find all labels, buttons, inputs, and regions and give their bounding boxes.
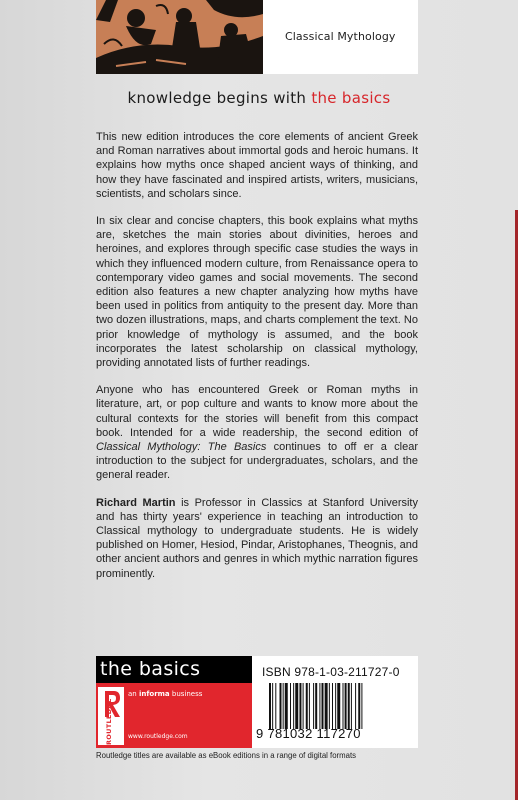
cover-artwork bbox=[96, 0, 263, 74]
ebook-footnote: Routledge titles are available as eBook editions in a range of digital formats bbox=[96, 751, 357, 760]
publisher-website: www.routledge.com bbox=[128, 733, 188, 740]
author-bio-text: is Professor in Classics at Stanford University and has thirty years' experience in teaching an introduction to Classical mythology to undergraduate students. He is widely published on Homer, Hesiod, Pindar, Aristophanes, Theognis, and other ancient authors and genres in which mythic narration figures prominently. bbox=[96, 496, 418, 580]
tagline bbox=[0, 89, 518, 107]
routledge-logo-panel bbox=[96, 683, 252, 748]
barcode-number: 9 781032 117270 bbox=[256, 726, 361, 741]
author-bio bbox=[96, 496, 418, 581]
greek-vase-illustration bbox=[96, 0, 263, 74]
series-title: Classical Mythology bbox=[285, 30, 396, 43]
description-paragraph-2: In six clear and concise chapters, this book explains what myths are, sketches the main stories about divinities, heroes and heroines, and explores through specific case studies the ways in which they influenced modern culture, from Renaissance opera to contemporary video games and social movements. The second edition also features a new chapter analyzing how myths have been used in politics from antiquity to the present day. More than two dozen illustrations, maps, and charts complement the text. No prior knowledge of mythology is assumed, and the book incorporates the latest scholarship on classical mythology, providing annotated lists of further readings. bbox=[96, 215, 418, 370]
series-label-panel bbox=[263, 0, 418, 74]
routledge-logo-icon bbox=[98, 687, 124, 745]
informa-business-line: an informa business bbox=[128, 690, 203, 698]
barcode-panel bbox=[252, 656, 418, 748]
isbn-label: ISBN 978-1-03-211727-0 bbox=[262, 665, 400, 679]
paragraph-3-intro: Anyone who has encountered Greek or Roman myths in literature, art, or pop culture and wants to know more about the cultural contexts for the stories will benefit from this compact book. Intended for a wide readership, the second edition of bbox=[96, 384, 418, 439]
the-basics-logo bbox=[96, 656, 252, 748]
tagline-accent: the basics bbox=[311, 89, 391, 107]
author-name: Richard Martin bbox=[96, 496, 176, 509]
description-paragraph-3 bbox=[96, 383, 418, 482]
paragraph-3-ending: continues to off er a clear introduction to the subject for undergraduates, scholars, and the general reader. bbox=[96, 441, 418, 482]
description-paragraph-1: This new edition introduces the core elements of ancient Greek and Roman narratives about immortal gods and heroic humans. It explains how myths once shaped ancient ways of thinking, and how they have fascinated and inspired artists, writers, musicians, scientists, and scholars since. bbox=[96, 131, 418, 200]
publisher-wordmark: ROUTLEDGE bbox=[105, 698, 113, 745]
tagline-prefix: knowledge begins with bbox=[127, 89, 312, 107]
book-title-italic: Classical Mythology: The Basics bbox=[96, 441, 267, 454]
series-wordmark: the basics bbox=[100, 658, 201, 680]
back-cover-description bbox=[96, 130, 418, 594]
barcode-icon bbox=[267, 683, 412, 729]
